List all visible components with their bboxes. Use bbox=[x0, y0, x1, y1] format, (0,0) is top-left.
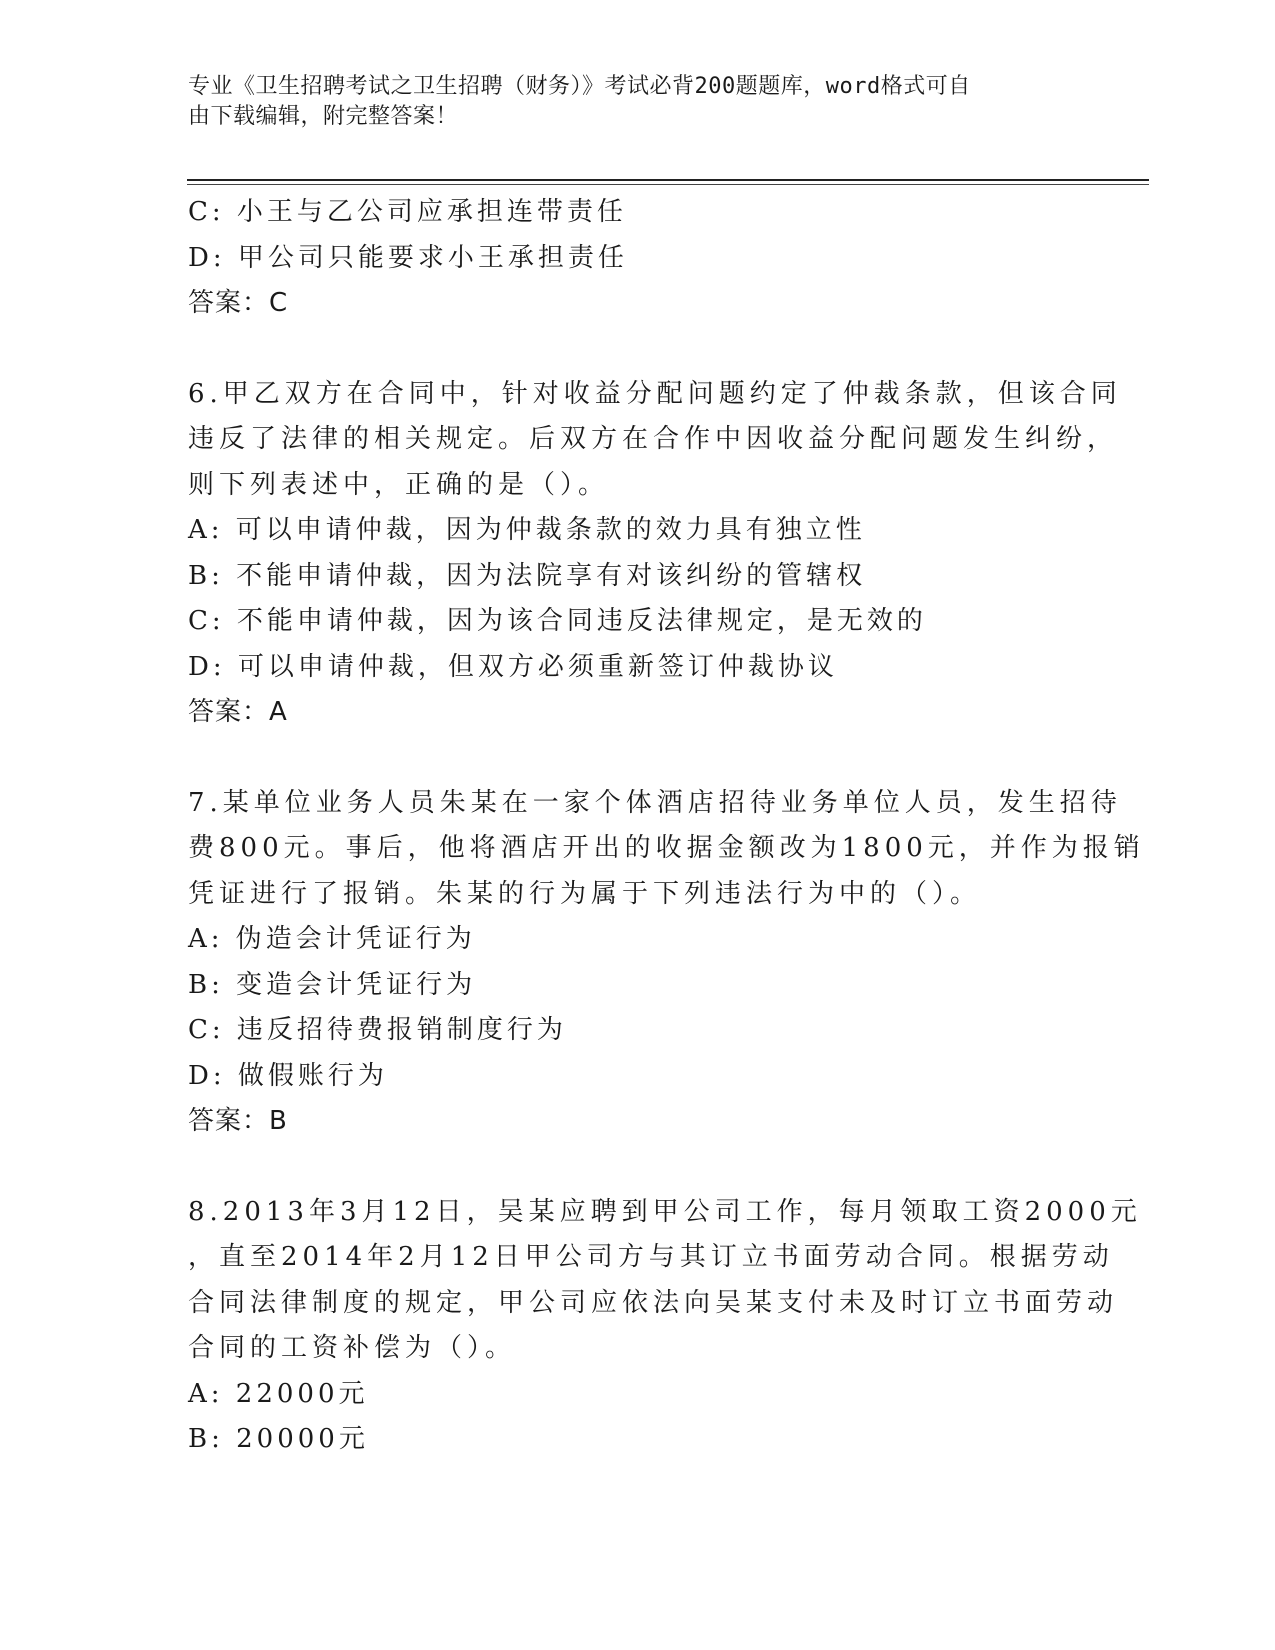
question-6-stem-line: 则下列表述中，正确的是（）。 bbox=[188, 469, 610, 500]
question-8-option-a: A: 22000元 bbox=[188, 1378, 369, 1409]
question-7-answer: 答案：B bbox=[188, 1106, 288, 1136]
header-rule-thin bbox=[187, 184, 1149, 185]
question-6-option-a: A: 可以申请仲裁，因为仲裁条款的效力具有独立性 bbox=[188, 515, 866, 545]
question-6-option-d: D: 可以申请仲裁，但双方必须重新签订仲裁协议 bbox=[188, 651, 838, 682]
question-6-answer: 答案：A bbox=[188, 697, 288, 727]
question-5-option-d: D: 甲公司只能要求小王承担责任 bbox=[188, 242, 628, 273]
question-7-stem-line: 凭证进行了报销。朱某的行为属于下列违法行为中的（）。 bbox=[188, 878, 982, 909]
question-7-option-c: C: 违反招待费报销制度行为 bbox=[188, 1015, 567, 1045]
question-7-option-b: B: 变造会计凭证行为 bbox=[188, 969, 477, 1000]
question-8-option-b: B: 20000元 bbox=[188, 1424, 369, 1454]
question-7-stem-line: 7.某单位业务人员朱某在一家个体酒店招待业务单位人员，发生招待 bbox=[188, 787, 1122, 818]
document-header bbox=[188, 72, 1068, 132]
question-6-option-b: B: 不能申请仲裁，因为法院享有对该纠纷的管辖权 bbox=[188, 560, 867, 591]
question-5-option-c: C: 小王与乙公司应承担连带责任 bbox=[188, 197, 627, 227]
spacer bbox=[188, 1145, 1088, 1190]
header-line-1: 专业《卫生招聘考试之卫生招聘（财务）》考试必背200题题库，word格式可自 bbox=[188, 74, 971, 99]
question-8-stem-line: 合同的工资补偿为（）。 bbox=[188, 1333, 517, 1363]
question-5-answer: 答案：C bbox=[188, 288, 289, 318]
question-6-stem-line: 违反了法律的相关规定。后双方在合作中因收益分配问题发生纠纷， bbox=[188, 424, 1119, 454]
question-8-stem-line: 合同法律制度的规定，甲公司应依法向吴某支付未及时订立书面劳动 bbox=[188, 1287, 1119, 1318]
header-line-2: 由下载编辑，附完整答案！ bbox=[188, 104, 459, 129]
question-8 bbox=[188, 1190, 1142, 1463]
question-6-option-c: C: 不能申请仲裁，因为该合同违反法律规定，是无效的 bbox=[188, 606, 927, 636]
question-7-option-d: D: 做假账行为 bbox=[188, 1060, 388, 1091]
question-6-stem-line: 6.甲乙双方在合同中，针对收益分配问题约定了仲裁条款，但该合同 bbox=[188, 378, 1122, 409]
question-6 bbox=[188, 372, 1122, 736]
spacer bbox=[188, 327, 1088, 372]
question-7-option-a: A: 伪造会计凭证行为 bbox=[188, 924, 476, 954]
question-7 bbox=[188, 781, 1145, 1145]
question-7-stem-line: 费800元。事后，他将酒店开出的收据金额改为1800元，并作为报销 bbox=[188, 833, 1145, 863]
question-8-stem-line: ，直至2014年2月12日甲公司方与其订立书面劳动合同。根据劳动 bbox=[188, 1242, 1114, 1272]
header-rule-thick bbox=[187, 179, 1149, 181]
question-list bbox=[188, 190, 1145, 1463]
question-5 bbox=[188, 190, 1088, 327]
spacer bbox=[188, 736, 1088, 781]
question-8-stem-line: 8.2013年3月12日，吴某应聘到甲公司工作，每月领取工资2000元 bbox=[188, 1196, 1142, 1227]
